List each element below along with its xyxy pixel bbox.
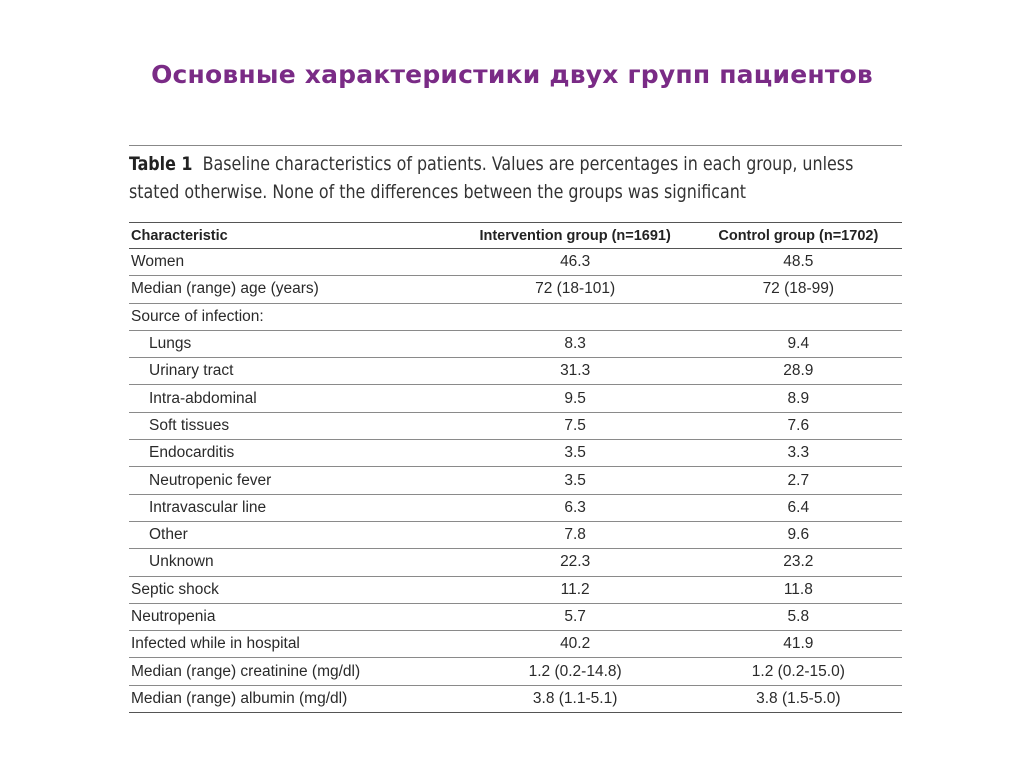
col-characteristic: Characteristic xyxy=(129,223,456,249)
intervention-value: 7.5 xyxy=(456,412,695,439)
control-value: 48.5 xyxy=(695,249,902,276)
row-label: Intravascular line xyxy=(129,494,456,521)
row-label: Neutropenic fever xyxy=(129,467,456,494)
row-label: Median (range) creatinine (mg/dl) xyxy=(129,658,456,685)
intervention-value: 9.5 xyxy=(456,385,695,412)
table-row xyxy=(129,440,902,467)
col-intervention: Intervention group (n=1691) xyxy=(456,223,695,249)
table-row xyxy=(129,467,902,494)
control-value: 23.2 xyxy=(695,549,902,576)
intervention-value: 31.3 xyxy=(456,358,695,385)
intervention-value: 8.3 xyxy=(456,330,695,357)
row-label: Median (range) age (years) xyxy=(129,276,456,303)
control-value: 41.9 xyxy=(695,631,902,658)
top-rule xyxy=(129,145,902,146)
slide-title: Основные характеристики двух групп пациентов xyxy=(151,60,873,89)
intervention-value: 7.8 xyxy=(456,521,695,548)
row-label: Endocarditis xyxy=(129,440,456,467)
table-caption-text: Baseline characteristics of patients. Values are percentages in each group, unless stated otherwise. None of the differences between the groups was significant xyxy=(129,153,854,203)
table-row xyxy=(129,249,902,276)
control-value: 7.6 xyxy=(695,412,902,439)
row-label: Soft tissues xyxy=(129,412,456,439)
table-row xyxy=(129,385,902,412)
intervention-value: 22.3 xyxy=(456,549,695,576)
intervention-value: 3.5 xyxy=(456,467,695,494)
table-row xyxy=(129,631,902,658)
table-row xyxy=(129,685,902,712)
intervention-value: 3.8 (1.1-5.1) xyxy=(456,685,695,712)
control-value: 6.4 xyxy=(695,494,902,521)
control-value xyxy=(695,303,902,330)
table-row xyxy=(129,494,902,521)
row-label: Women xyxy=(129,249,456,276)
intervention-value: 1.2 (0.2-14.8) xyxy=(456,658,695,685)
control-value: 28.9 xyxy=(695,358,902,385)
control-value: 2.7 xyxy=(695,467,902,494)
control-value: 72 (18-99) xyxy=(695,276,902,303)
table-row xyxy=(129,303,902,330)
control-value: 1.2 (0.2-15.0) xyxy=(695,658,902,685)
intervention-value: 6.3 xyxy=(456,494,695,521)
intervention-value: 5.7 xyxy=(456,603,695,630)
control-value: 8.9 xyxy=(695,385,902,412)
row-label: Unknown xyxy=(129,549,456,576)
row-label: Urinary tract xyxy=(129,358,456,385)
table-row xyxy=(129,412,902,439)
table-body xyxy=(129,249,902,713)
row-label: Other xyxy=(129,521,456,548)
intervention-value: 46.3 xyxy=(456,249,695,276)
table-row xyxy=(129,330,902,357)
control-value: 3.3 xyxy=(695,440,902,467)
table-figure xyxy=(129,145,902,707)
row-label: Intra-abdominal xyxy=(129,385,456,412)
row-label: Median (range) albumin (mg/dl) xyxy=(129,685,456,712)
intervention-value: 40.2 xyxy=(456,631,695,658)
table-row xyxy=(129,603,902,630)
intervention-value xyxy=(456,303,695,330)
intervention-value: 3.5 xyxy=(456,440,695,467)
table-row xyxy=(129,521,902,548)
intervention-value: 72 (18-101) xyxy=(456,276,695,303)
control-value: 9.4 xyxy=(695,330,902,357)
table-row xyxy=(129,658,902,685)
table-row xyxy=(129,576,902,603)
row-label: Septic shock xyxy=(129,576,456,603)
table-row xyxy=(129,549,902,576)
row-label: Lungs xyxy=(129,330,456,357)
table-caption xyxy=(129,150,901,206)
control-value: 9.6 xyxy=(695,521,902,548)
table-header-row xyxy=(129,223,902,249)
control-value: 11.8 xyxy=(695,576,902,603)
row-label: Infected while in hospital xyxy=(129,631,456,658)
baseline-table xyxy=(129,222,902,713)
col-control: Control group (n=1702) xyxy=(695,223,902,249)
table-row xyxy=(129,358,902,385)
table-row xyxy=(129,276,902,303)
control-value: 3.8 (1.5-5.0) xyxy=(695,685,902,712)
control-value: 5.8 xyxy=(695,603,902,630)
row-label: Neutropenia xyxy=(129,603,456,630)
intervention-value: 11.2 xyxy=(456,576,695,603)
table-label: Table 1 xyxy=(129,153,193,175)
row-label: Source of infection: xyxy=(129,303,456,330)
